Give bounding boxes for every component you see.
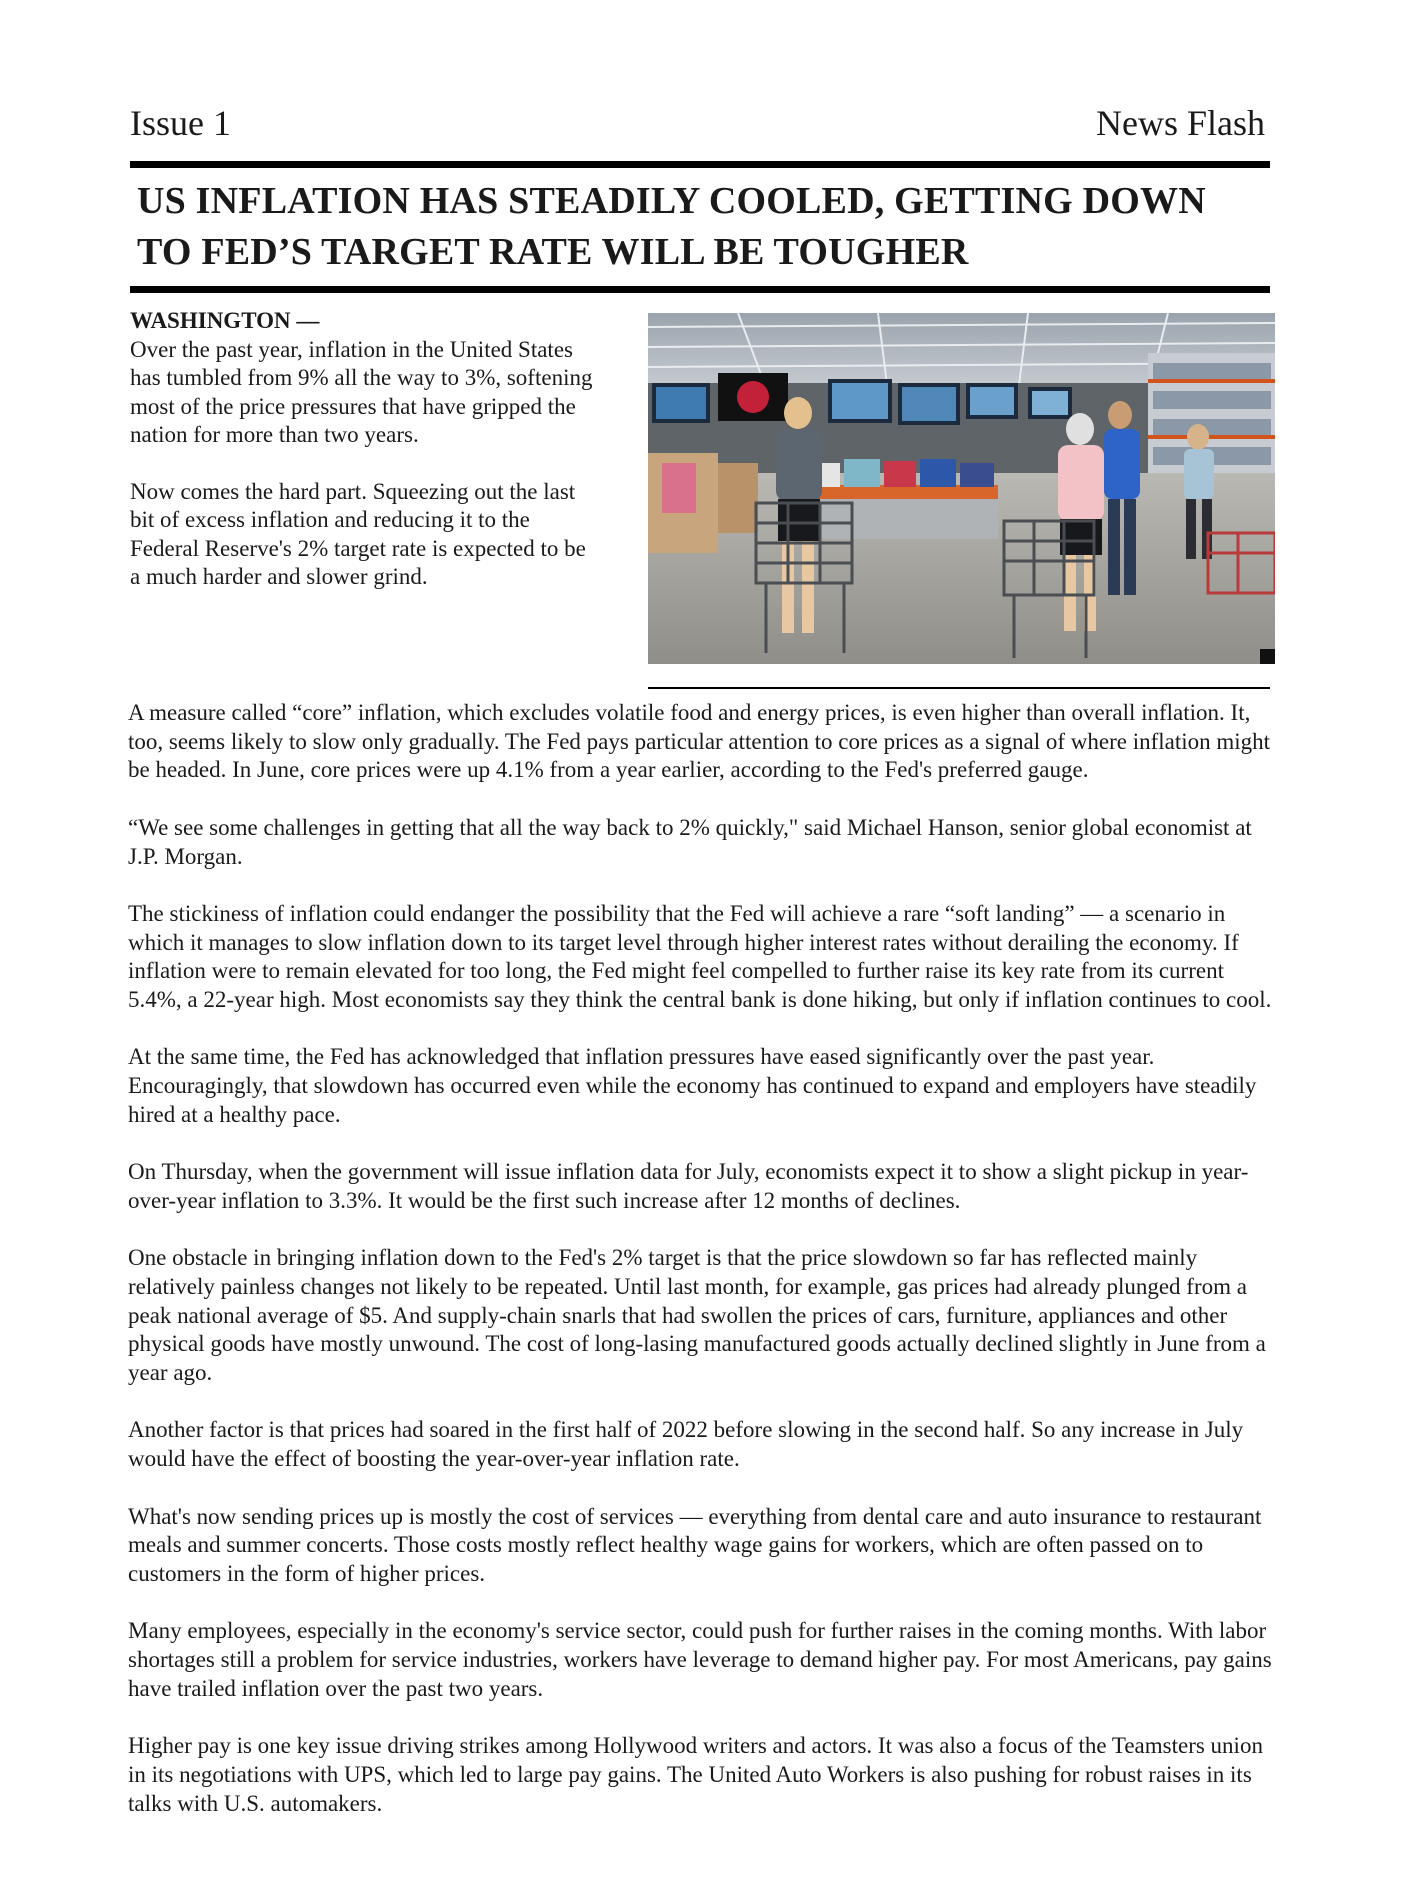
store-aisle-illustration — [648, 313, 1275, 664]
headline-bottom-rule — [130, 286, 1270, 293]
photo-bottom-rule — [648, 687, 1270, 689]
body-paragraph: Another factor is that prices had soared in the first half of 2022 before slowing in the second half. So any increase in July would have the effect of boosting the year-over-year inflation rate. — [128, 1417, 1244, 1472]
masthead — [130, 98, 1265, 148]
body-paragraph: The stickiness of inflation could endanger the possibility that the Fed will achieve a rare “soft landing” — a scenario in which it manages to slow inflation down to its target level through higher interest rates without derailing the economy. If inflation were to remain elevated for too long, the Fed might feel compelled to further raise its key rate from its current 5.4%, a 22-year high. Most economists say they think the central bank is done hiking, but only if inflation continues to cool. — [128, 900, 1272, 1012]
lede-paragraph: Now comes the hard part. Squeezing out the last bit of excess inflation and reducing it to the Federal Reserve's 2% target rate is expected to be a much harder and slower grind. — [130, 478, 586, 589]
store-aisle-photo — [648, 313, 1275, 664]
issue-number: Issue 1 — [130, 103, 231, 143]
body-paragraph: On Thursday, when the government will issue inflation data for July, economists expect it to show a slight pickup in year-over-year inflation to 3.3%. It would be the first such increase after 12 months of declines. — [128, 1159, 1249, 1213]
body-paragraph: “We see some challenges in getting that all the way back to 2% quickly," said Michael Hanson, senior global economist at J.P. Morgan. — [128, 814, 1252, 869]
headline-top-rule — [130, 161, 1270, 168]
headline: US INFLATION HAS STEADILY COOLED, GETTING DOWN TO FED’S TARGET RATE WILL BE TOUGHER — [137, 180, 1206, 273]
body-paragraph: At the same time, the Fed has acknowledged that inflation pressures have eased significantly over the past year. Encouragingly, that slowdown has occurred even while the economy has continued to expand and employers have steadily hired at a healthy pace. — [128, 1044, 1257, 1127]
body-paragraph: One obstacle in bringing inflation down to the Fed's 2% target is that the price slowdown so far has reflected mainly relatively painless changes not likely to be repeated. Until last month, for example, gas prices had already plunged from a peak national average of $5. And supply-chain snarls that had swollen the prices of cars, furniture, appliances and other physical goods have mostly unwound. The cost of long-lasing manufactured goods actually declined slightly in June from a year ago. — [128, 1245, 1266, 1386]
section-title: News Flash — [1096, 103, 1265, 143]
article-body — [128, 699, 1273, 1847]
body-paragraph: Many employees, especially in the economy's service sector, could push for further raises in the coming months. With labor shortages still a problem for service industries, workers have leverage to demand higher pay. For most Americans, pay gains have trailed inflation over the past two years. — [128, 1618, 1272, 1701]
lede-paragraph: Over the past year, inflation in the United States has tumbled from 9% all the way to 3%, softening most of the price pressures that have gripped the nation for more than two years. — [130, 336, 593, 447]
lede-column — [130, 307, 600, 592]
body-paragraph: Higher pay is one key issue driving strikes among Hollywood writers and actors. It was also a focus of the Teamsters union in its negotiations with UPS, which led to large pay gains. The United Auto Workers is also pushing for robust raises in its talks with U.S. automakers. — [128, 1733, 1263, 1816]
body-paragraph: What's now sending prices up is mostly the cost of services — everything from dental care and auto insurance to restaurant meals and summer concerts. Those costs mostly reflect healthy wage gains for workers, which are often passed on to customers in the form of higher prices. — [128, 1503, 1262, 1586]
dateline: WASHINGTON — — [130, 308, 320, 333]
body-paragraph: A measure called “core” inflation, which excludes volatile food and energy prices, is even higher than overall inflation. It, too, seems likely to slow only gradually. The Fed pays particular attention to core prices as a signal of where inflation might be headed. In June, core prices were up 4.1% from a year earlier, according to the Fed's preferred gauge. — [128, 700, 1271, 783]
